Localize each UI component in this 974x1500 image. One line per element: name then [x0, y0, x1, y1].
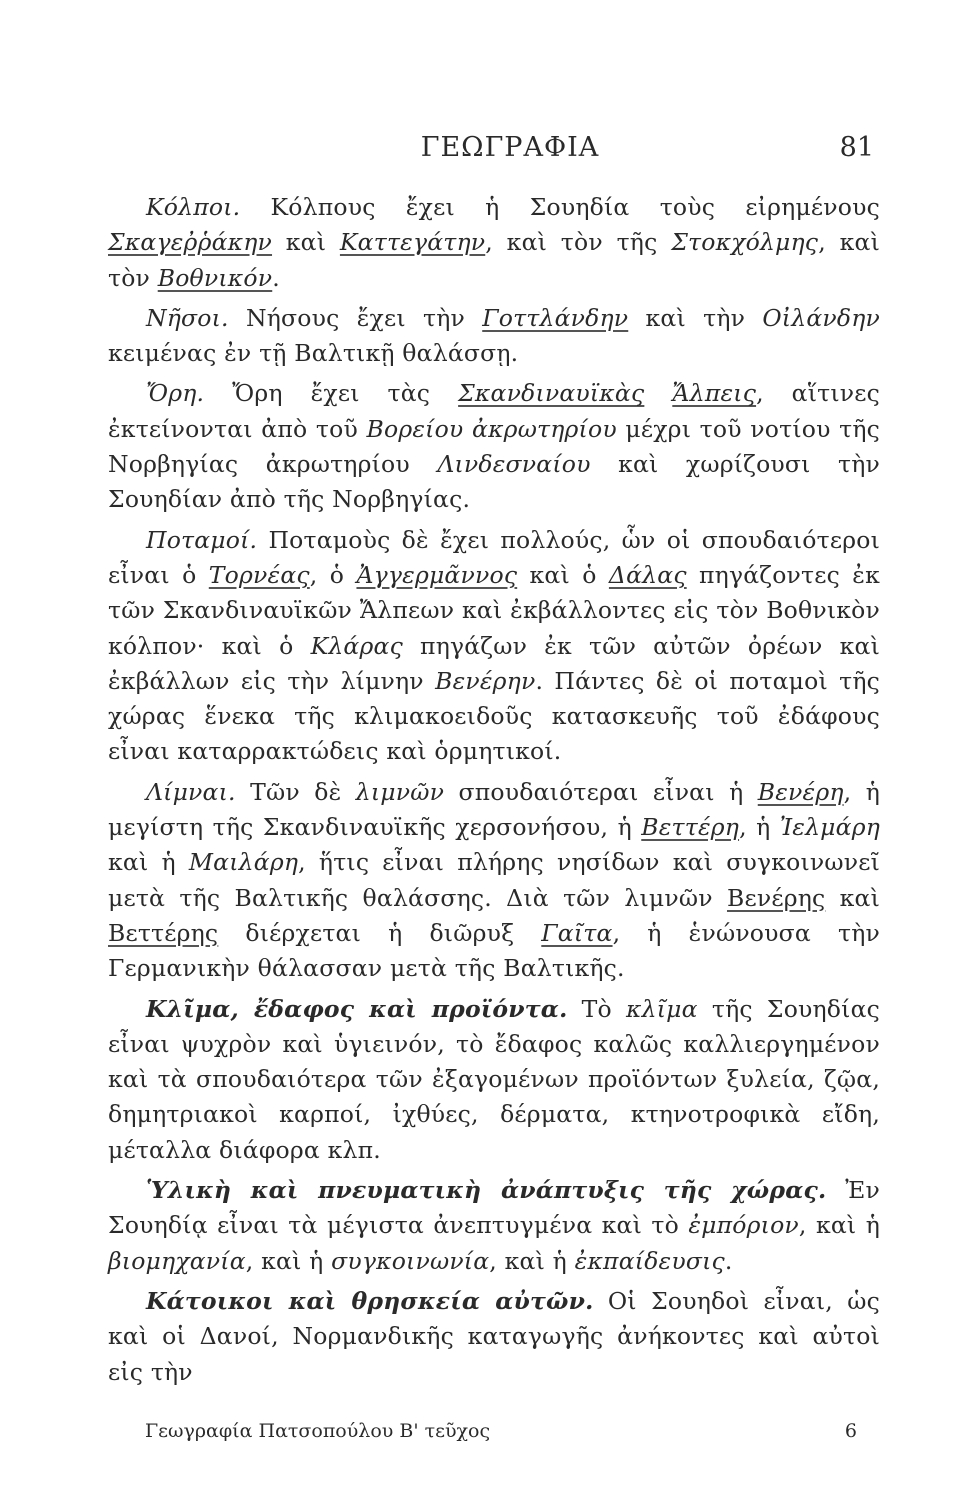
italic-term: ἐμπόριον [688, 1211, 799, 1240]
italic-term: Γοττλάνδην [482, 303, 629, 332]
italic-term: κλῖμα [626, 994, 698, 1023]
page-header [140, 132, 880, 172]
text-run: διέρχεται ἡ διῶρυξ [218, 918, 542, 947]
section-heading: Λίμναι. [146, 777, 236, 806]
italic-term: Σκανδιναυϊκὰς [458, 379, 645, 408]
italic-term: Μαιλάρη [188, 848, 299, 877]
italic-term: ἐκπαίδευσις [574, 1246, 725, 1275]
text-run: . [272, 263, 280, 292]
text-run: πηγάζων ἐκ τῶν αὐτῶν ὀρέων καὶ ἐκβάλλων εἰς τὴν λίμνην [108, 631, 880, 695]
text-run: καὶ ἡ [108, 848, 189, 877]
text-run: , ἡ [739, 813, 780, 842]
text-run: , καὶ ἡ [489, 1246, 575, 1275]
italic-term: Ἄλπεις [672, 379, 757, 408]
printer-signature: Γεωγραφία Πατσοπούλου Β' τεῦχος [145, 1420, 491, 1442]
italic-term: Δάλας [608, 560, 687, 589]
text-run: Ὄρη ἔχει τὰς [204, 379, 459, 408]
paragraph [108, 1173, 880, 1279]
text-run: Ποταμοὺς δὲ ἔχει πολλούς, ὧν οἱ σπουδαιότεροι εἶναι ὁ [108, 525, 880, 589]
paragraph [108, 1284, 880, 1390]
text-run: Οἱ Σουηδοὶ εἶναι, ὡς καὶ οἱ Δανοί, Νορμανδικῆς καταγωγῆς ἀνήκοντες καὶ αὐτοὶ εἰς τὴν [108, 1286, 880, 1386]
text-run: , ὁ [309, 560, 357, 589]
italic-term: συγκοινωνία [331, 1246, 490, 1275]
italic-term: Τορνέας [208, 560, 310, 589]
paragraph [108, 775, 880, 987]
italic-term: Καττεγάτην [339, 228, 486, 257]
italic-term: Οἰλάνδην [762, 303, 880, 332]
italic-term: βιομηχανία [108, 1246, 246, 1275]
text-run: Νήσους ἔχει τὴν [228, 303, 483, 332]
italic-term: Στοκχόλμης [671, 228, 819, 257]
section-heading: Ὄρη. [146, 379, 205, 408]
italic-term: λιμνῶν [355, 777, 445, 806]
text-run: καὶ ὁ [517, 560, 609, 589]
section-heading: Κόλποι. [146, 193, 241, 221]
paragraph [108, 523, 880, 770]
text-run: σπουδαιότεραι εἶναι ἡ [444, 777, 758, 806]
text-run: καὶ [272, 228, 340, 257]
text-run: , καὶ τὸν [108, 228, 880, 292]
text-run: κειμένας ἐν τῇ Βαλτικῇ θαλάσσῃ. [108, 339, 519, 368]
italic-term: Σκαγεῤῥάκην [108, 228, 273, 257]
text-run: , καὶ ἡ [245, 1246, 332, 1275]
italic-term: Λινδεσναίου [437, 450, 591, 479]
body-text [108, 190, 880, 1395]
italic-term: Βοθνικόν [157, 263, 273, 292]
text-run: , ἡ μεγίστη τῆς Σκανδιναυϊκῆς χερσονήσου, ἡ [108, 777, 880, 842]
italic-term: Κλάρας [310, 631, 403, 660]
section-heading: Κάτοικοι καὶ θρησκεία αὐτῶν. [146, 1286, 594, 1315]
text-run: , ἥτις εἶναι πλήρης νησίδων καὶ συγκοινωνεῖ μετὰ τῆς Βαλτικῆς θαλάσσης. Διὰ τῶν λιμνῶν [108, 848, 880, 912]
text-run: Ἐν Σουηδίᾳ εἶναι τὰ μέγιστα ἀνεπτυγμένα καὶ τὸ [108, 1176, 880, 1240]
text-run: , ἡ ἑνώνουσα τὴν Γερμανικὴν θάλασσαν μετὰ τῆς Βαλτικῆς. [108, 918, 880, 983]
paragraph [108, 376, 880, 517]
text-run: . [724, 1246, 733, 1275]
italic-term: Βενέρη [757, 777, 844, 806]
text-run: τῆς Σουηδίας εἶναι ψυχρὸν καὶ ὑγιεινόν, τὸ ἔδαφος καλῶς καλλιεργημένον καὶ τὰ σπουδαιότερα τῶν ἐξαγομένων προϊόντων ξυλεία, ζῷα, δημητριακοὶ καρποί, ἰχθύες, δέρματα, κτηνοτροφικὰ εἴδη, μέταλλα διάφορα κλπ. [108, 994, 880, 1164]
italic-term: Ἰελμάρη [779, 813, 880, 842]
paragraph [108, 301, 880, 372]
sheet-number: 6 [844, 1420, 857, 1442]
section-heading: Κλῖμα, ἔδαφος καὶ προϊόντα. [146, 994, 568, 1023]
text-run: καὶ τὴν [628, 303, 763, 332]
paragraph [108, 992, 880, 1168]
text-run: Βενέρης [726, 883, 826, 912]
running-title: ΓΕΩΓΡΑΦΙΑ [420, 132, 600, 163]
italic-term: Γαῖτα [541, 918, 613, 947]
text-run: , καὶ ἡ [798, 1211, 881, 1240]
text-run: μέχρι τοῦ νοτίου τῆς Νορβηγίας ἀκρωτηρίου [108, 414, 880, 479]
text-run: πηγάζοντες ἐκ τῶν Σκανδιναυϊκῶν Ἄλπεων καὶ ἐκβάλλοντες εἰς τὸν Βοθνικὸν κόλπον· καὶ ὁ [108, 560, 881, 660]
text-run: , αἵτινες ἐκτείνονται ἀπὸ τοῦ [108, 379, 880, 443]
italic-term: Ἀγγερμᾶννος [356, 560, 518, 589]
page-footer [145, 1420, 857, 1450]
text-run: Κόλπους ἔχει ἡ Σουηδία τοὺς εἰρημένους [240, 193, 880, 221]
text-run: καὶ [825, 883, 880, 912]
text-run: καὶ χωρίζουσι τὴν Σουηδίαν ἀπὸ τῆς Νορβηγίας. [108, 450, 880, 514]
italic-term: Βορείου ἀκρωτηρίου [366, 414, 617, 443]
section-heading: Νῆσοι. [146, 303, 229, 332]
text-run: Τῶν δὲ [235, 777, 356, 806]
italic-term: Βενέρην [435, 666, 536, 695]
page-number: 81 [839, 132, 874, 163]
section-heading: Ὑλικὴ καὶ πνευματικὴ ἀνάπτυξις τῆς χώρας. [146, 1176, 827, 1205]
section-heading: Ποταμοί. [146, 525, 258, 554]
paragraph [108, 190, 880, 296]
text-run [644, 379, 672, 407]
text-run: Βεττέρης [108, 918, 219, 947]
text-run: Τὸ [567, 994, 627, 1023]
italic-term: Βεττέρη [641, 813, 740, 842]
text-run: , καὶ τὸν τῆς [485, 228, 672, 257]
text-run: . Πάντες δὲ οἱ ποταμοὶ τῆς χώρας ἕνεκα τῆς κλιμακοειδοῦς κατασκευῆς τοῦ ἐδάφους εἶναι καταρρακτώδεις καὶ ὁρμητικοί. [108, 666, 881, 766]
